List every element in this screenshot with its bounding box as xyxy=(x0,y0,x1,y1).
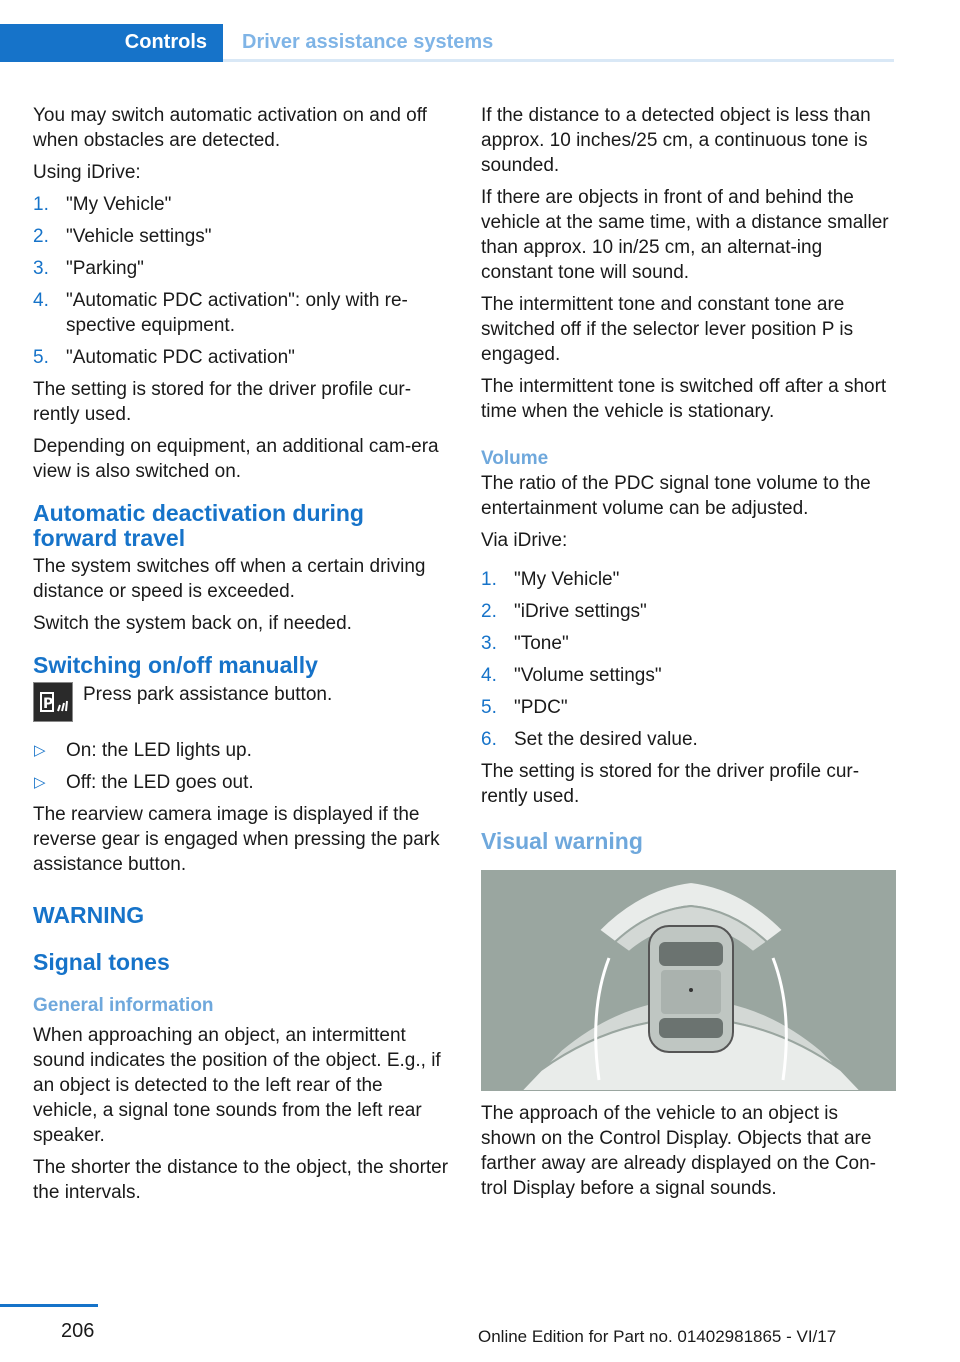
step-number: 5. xyxy=(33,347,49,368)
step-number: 1. xyxy=(33,194,49,215)
step-text: "PDC" xyxy=(514,697,568,718)
list-item xyxy=(33,192,451,217)
list-item xyxy=(481,567,897,592)
step-text: "Volume settings" xyxy=(514,665,662,686)
triangle-bullet-icon: ▷ xyxy=(34,774,46,791)
paragraph: Depending on equipment, an additional cam-era view is also switched on. xyxy=(33,436,439,482)
page-number: 206 xyxy=(61,1320,95,1342)
warning-heading: WARNING xyxy=(33,902,145,928)
section-heading: Signal tones xyxy=(33,949,170,975)
pdc-illustration xyxy=(481,870,896,1091)
footer-rule xyxy=(0,1304,98,1307)
park-assist-button-icon xyxy=(33,682,73,722)
step-text: "iDrive settings" xyxy=(514,601,647,622)
paragraph: Via iDrive: xyxy=(481,530,568,551)
svg-text:P: P xyxy=(43,696,54,712)
list-item xyxy=(481,599,897,624)
paragraph: The system switches off when a certain driving distance or speed is exceeded. xyxy=(33,556,426,602)
step-number: 4. xyxy=(33,290,49,311)
step-number: 5. xyxy=(481,697,497,718)
step-number: 4. xyxy=(481,665,497,686)
subsection-heading: General information xyxy=(33,995,214,1016)
paragraph: The rearview camera image is displayed if the reverse gear is engaged when pressing the park assistance button. xyxy=(33,804,440,875)
list-item xyxy=(33,770,451,795)
paragraph: If there are objects in front of and behind the vehicle at the same time, with a distance smaller than approx. 10 in/25 cm, an alternat-ing constant tone will sound. xyxy=(481,187,889,283)
step-number: 2. xyxy=(481,601,497,622)
paragraph: The intermittent tone and constant tone are switched off if the selector lever position P is engaged. xyxy=(481,294,854,365)
list-item xyxy=(33,288,451,338)
list-item xyxy=(33,738,451,763)
section-heading: Visual warning xyxy=(481,828,643,854)
button-instruction xyxy=(33,682,451,726)
step-text: "My Vehicle" xyxy=(66,194,172,215)
step-number: 3. xyxy=(481,633,497,654)
step-number: 2. xyxy=(33,226,49,247)
paragraph: Switch the system back on, if needed. xyxy=(33,613,352,634)
step-list xyxy=(481,567,897,752)
section-heading: Automatic deactivation during forward travel xyxy=(33,500,364,551)
step-text: "Tone" xyxy=(514,633,569,654)
step-number: 1. xyxy=(481,569,497,590)
paragraph: The intermittent tone is switched off after a short time when the vehicle is stationary. xyxy=(481,376,887,422)
list-item xyxy=(481,727,897,752)
list-item xyxy=(481,695,897,720)
step-text: "Automatic PDC activation": only with re-spective equipment. xyxy=(66,290,408,336)
car-icon xyxy=(649,926,733,1052)
list-item xyxy=(33,256,451,281)
paragraph: The setting is stored for the driver profile cur-rently used. xyxy=(33,379,412,425)
step-list xyxy=(33,192,451,370)
section-heading: Switching on/off manually xyxy=(33,652,318,678)
step-text: Set the desired value. xyxy=(514,729,698,750)
edition-note: Online Edition for Part no. 01402981865 - VI/17 xyxy=(478,1327,837,1346)
step-text: "Parking" xyxy=(66,258,144,279)
paragraph: The ratio of the PDC signal tone volume to the entertainment volume can be adjusted. xyxy=(481,473,871,519)
step-number: 6. xyxy=(481,729,497,750)
bullet-text: On: the LED lights up. xyxy=(66,740,252,761)
step-text: "Automatic PDC activation" xyxy=(66,347,295,368)
section-label: Driver assistance systems xyxy=(242,31,494,53)
list-item xyxy=(33,345,451,370)
left-column xyxy=(33,103,451,1212)
paragraph: The approach of the vehicle to an object is shown on the Control Display. Objects that are farther away are already displayed on the Con-trol Display before a signal sounds. xyxy=(481,1103,877,1199)
bullet-list xyxy=(33,738,451,795)
page-header xyxy=(0,24,894,62)
paragraph: You may switch automatic activation on and off when obstacles are detected. xyxy=(33,105,427,151)
paragraph: The setting is stored for the driver profile cur-rently used. xyxy=(481,761,860,807)
paragraph: If the distance to a detected object is less than approx. 10 inches/25 cm, a continuous tone is sounded. xyxy=(481,105,871,176)
list-item xyxy=(33,224,451,249)
chapter-tab xyxy=(0,24,223,62)
right-column xyxy=(481,103,897,1208)
bullet-text: Off: the LED goes out. xyxy=(66,772,254,793)
paragraph: Using iDrive: xyxy=(33,162,141,183)
chapter-label: Controls xyxy=(124,31,207,53)
paragraph: The shorter the distance to the object, the shorter the intervals. xyxy=(33,1157,449,1203)
step-text: "Vehicle settings" xyxy=(66,226,212,247)
triangle-bullet-icon: ▷ xyxy=(34,742,46,759)
list-item xyxy=(481,663,897,688)
step-text: "My Vehicle" xyxy=(514,569,620,590)
paragraph: Press park assistance button. xyxy=(83,684,333,705)
list-item xyxy=(481,631,897,656)
subsection-heading: Volume xyxy=(481,448,549,469)
paragraph: When approaching an object, an intermittent sound indicates the position of the object. E.g., if an object is detected to the left rear of the vehicle, a signal tone sounds from the left rear speaker. xyxy=(33,1025,441,1146)
header-rule xyxy=(223,59,894,62)
step-number: 3. xyxy=(33,258,49,279)
